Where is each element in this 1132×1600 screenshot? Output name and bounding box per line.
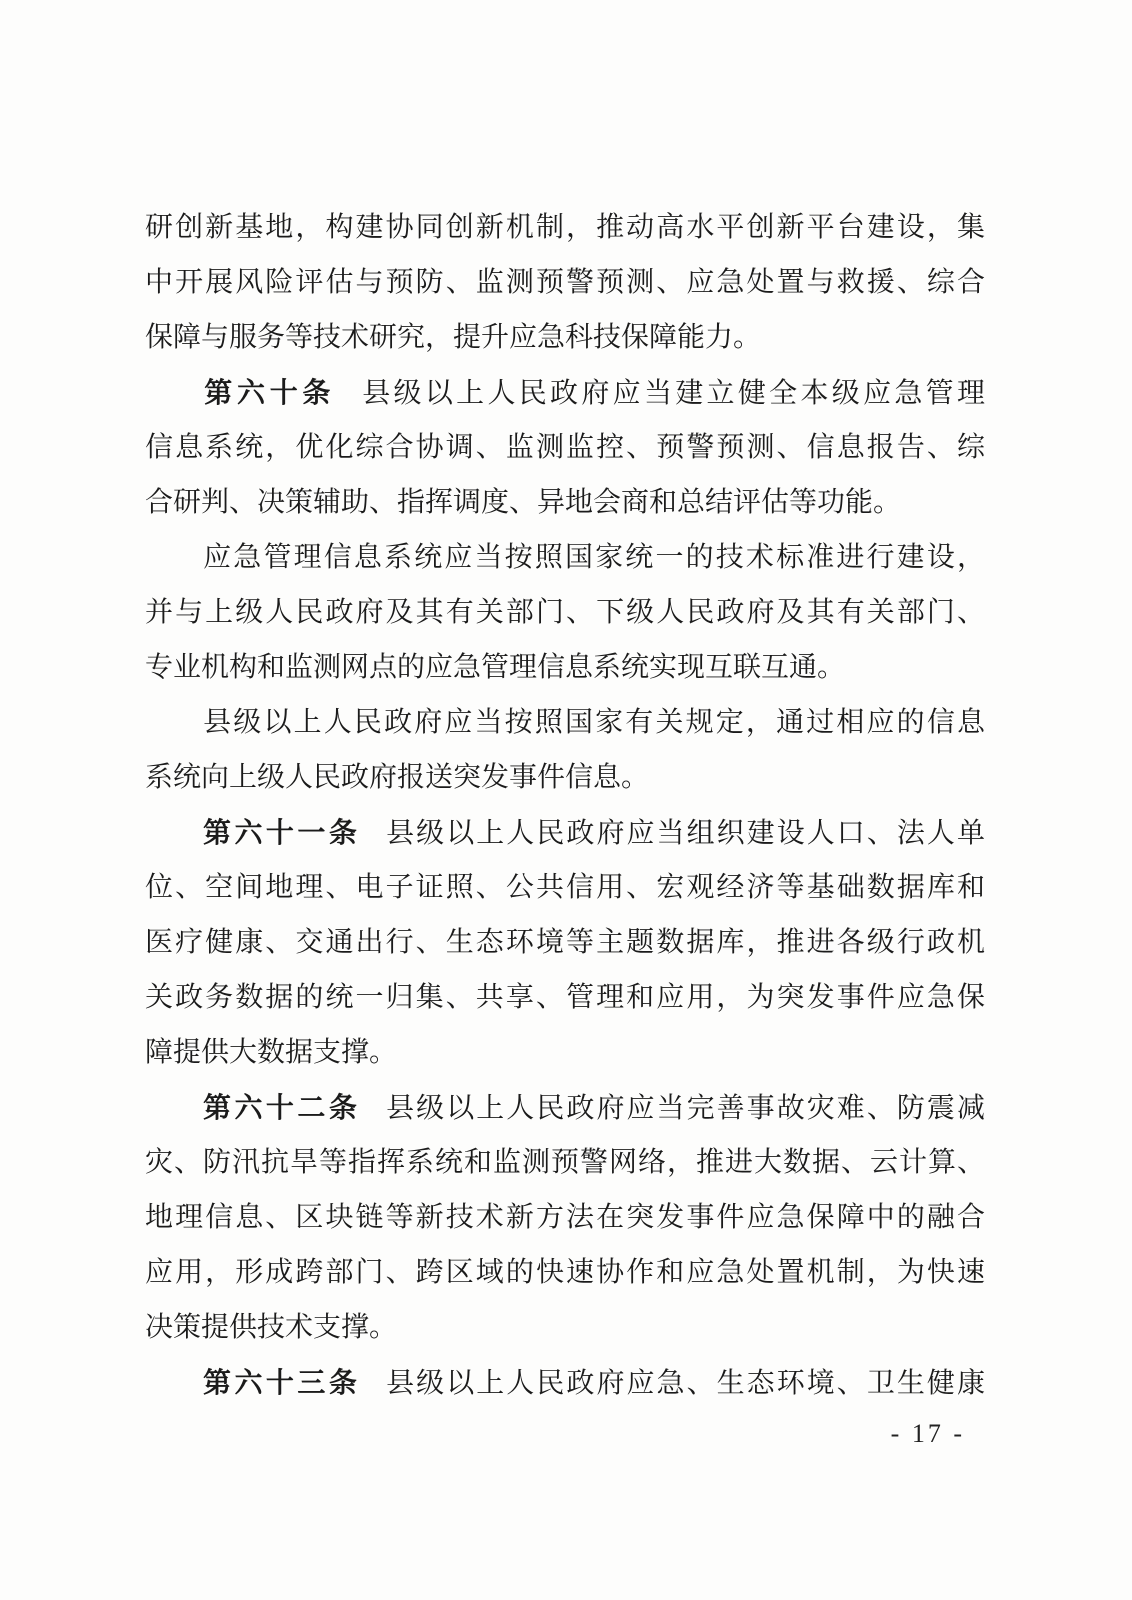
paragraph-indent <box>145 565 201 566</box>
text-line <box>145 1355 985 1410</box>
line-text: 县级以上人民政府应当按照国家有关规定，通过相应的信息 <box>201 707 985 738</box>
line-text: 县级以上人民政府应急、生态环境、卫生健康 <box>384 1368 985 1399</box>
text-line <box>145 915 985 970</box>
article-number-label: 第六十二条 <box>201 1092 361 1123</box>
label-gap <box>335 401 359 402</box>
line-text: 县级以上人民政府应当建立健全本级应急管理 <box>358 378 985 409</box>
line-text: 信息系统，优化综合协调、监测监控、预警预测、信息报告、综 <box>145 432 985 463</box>
line-text: 医疗健康、交通出行、生态环境等主题数据库，推进各级行政机 <box>145 927 985 958</box>
label-gap <box>360 1116 384 1117</box>
text-line <box>145 695 985 750</box>
line-text: 并与上级人民政府及其有关部门、下级人民政府及其有关部门、 <box>145 597 985 628</box>
text-line <box>145 585 985 640</box>
text-line <box>145 420 985 475</box>
paragraph-indent <box>145 1391 201 1392</box>
line-text: 应急管理信息系统应当按照国家统一的技术标准进行建设， <box>201 542 985 573</box>
line-text: 专业机构和监测网点的应急管理信息系统实现互联互通。 <box>145 652 846 683</box>
text-line <box>145 255 985 310</box>
text-line <box>145 750 985 805</box>
line-text: 灾、防汛抗旱等指挥系统和监测预警网络，推进大数据、云计算、 <box>145 1147 985 1178</box>
article-number-label: 第六十一条 <box>201 817 361 848</box>
text-line <box>145 1025 985 1080</box>
text-line <box>145 475 985 530</box>
paragraph-indent <box>145 730 201 731</box>
text-line <box>145 1080 985 1135</box>
text-line <box>145 640 985 695</box>
page-number: - 17 - <box>890 1419 965 1448</box>
text-line <box>145 970 985 1025</box>
paragraph-indent <box>145 841 201 842</box>
text-line <box>145 805 985 860</box>
text-line <box>145 1245 985 1300</box>
text-line <box>145 1135 985 1190</box>
line-text: 系统向上级人民政府报送突发事件信息。 <box>145 762 650 793</box>
line-text: 县级以上人民政府应当完善事故灾难、防震减 <box>384 1093 985 1124</box>
paragraph-indent <box>145 1116 201 1117</box>
line-text: 障提供大数据支撑。 <box>145 1037 398 1068</box>
paragraph-indent <box>145 401 201 402</box>
text-line <box>145 1190 985 1245</box>
article-number-label: 第六十三条 <box>201 1367 361 1398</box>
line-text: 应用，形成跨部门、跨区域的快速协作和应急处置机制，为快速 <box>145 1257 985 1288</box>
text-line <box>145 1300 985 1355</box>
line-text: 关政务数据的统一归集、共享、管理和应用，为突发事件应急保 <box>145 982 985 1013</box>
line-text: 中开展风险评估与预防、监测预警预测、应急处置与救援、综合 <box>145 267 985 298</box>
line-text: 保障与服务等技术研究，提升应急科技保障能力。 <box>145 322 762 353</box>
line-text: 合研判、决策辅助、指挥调度、异地会商和总结评估等功能。 <box>145 487 902 518</box>
line-text: 研创新基地，构建协同创新机制，推动高水平创新平台建设，集 <box>145 212 985 243</box>
document-body <box>145 200 985 1410</box>
line-text: 县级以上人民政府应当组织建设人口、法人单 <box>384 818 985 849</box>
text-line <box>145 310 985 365</box>
label-gap <box>360 1391 384 1392</box>
text-line <box>145 365 985 420</box>
line-text: 位、空间地理、电子证照、公共信用、宏观经济等基础数据库和 <box>145 872 985 903</box>
text-line <box>145 200 985 255</box>
label-gap <box>360 841 384 842</box>
text-line <box>145 860 985 915</box>
line-text: 地理信息、区块链等新技术新方法在突发事件应急保障中的融合 <box>145 1202 985 1233</box>
line-text: 决策提供技术支撑。 <box>145 1312 398 1343</box>
article-number-label: 第六十条 <box>201 377 336 408</box>
text-line <box>145 530 985 585</box>
